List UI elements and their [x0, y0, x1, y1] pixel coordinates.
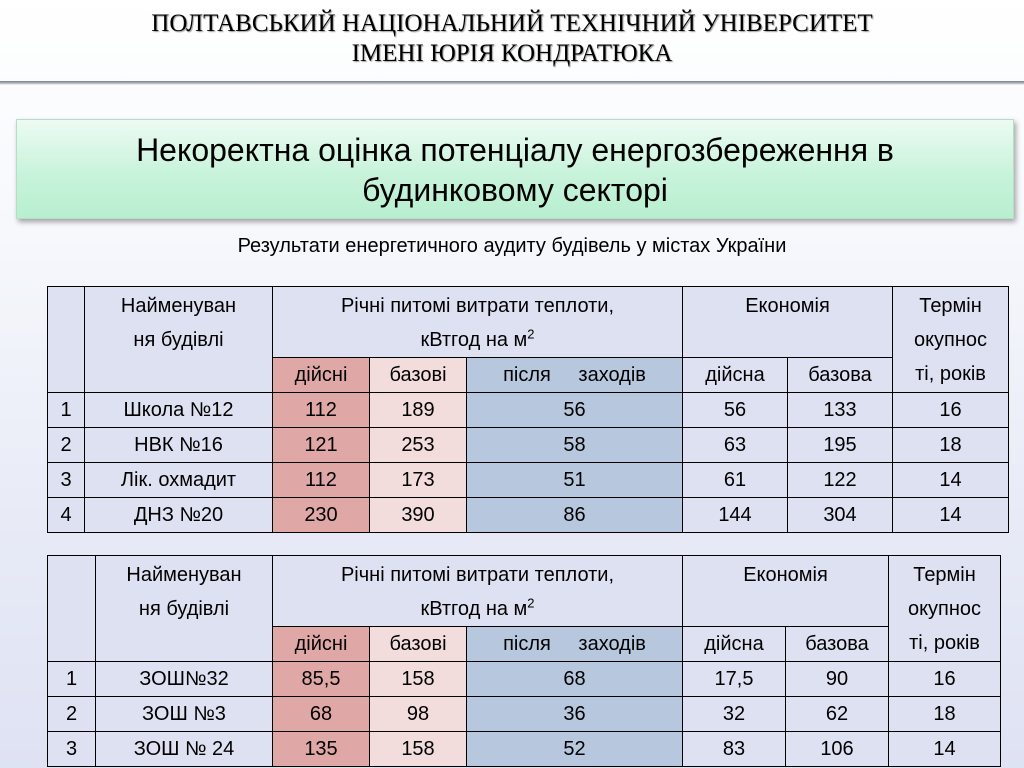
header-after-measures: після заходів — [467, 358, 683, 393]
cell-econ-actual: 17,5 — [683, 662, 786, 697]
header-payback-l1: Термін — [913, 564, 976, 586]
cell-number: 1 — [48, 662, 96, 697]
cell-econ-base: 133 — [788, 393, 893, 428]
cell-actual: 121 — [273, 428, 370, 463]
cell-payback: 14 — [889, 732, 1001, 767]
cell-econ-base: 90 — [786, 662, 889, 697]
cell-payback: 16 — [893, 393, 1009, 428]
cell-actual: 230 — [273, 498, 370, 533]
header-annual-costs-l2 — [273, 323, 682, 357]
header-econ-base: базова — [786, 627, 889, 662]
cell-econ-actual: 63 — [683, 428, 788, 463]
cell-after: 51 — [467, 463, 683, 498]
slide-title-box — [16, 119, 1014, 219]
cell-econ-actual: 61 — [683, 463, 788, 498]
university-name-line1: ПОЛТАВСЬКИЙ НАЦІОНАЛЬНИЙ ТЕХНІЧНИЙ УНІВЕРСИТЕТ — [151, 10, 873, 37]
header-after-measures: після заходів — [467, 627, 683, 662]
table-caption: Результати енергетичного аудиту будівель у містах України — [237, 235, 787, 257]
cell-actual: 68 — [273, 697, 370, 732]
cell-payback: 18 — [893, 428, 1009, 463]
cell-number: 2 — [48, 697, 96, 732]
cell-econ-actual: 144 — [683, 498, 788, 533]
slide-title — [17, 120, 1013, 210]
university-header — [0, 0, 1024, 80]
cell-building-name: ДНЗ №20 — [85, 498, 273, 533]
header-annual-costs-unit: кВтгод на м — [420, 329, 528, 351]
header-base: базові — [370, 358, 467, 393]
header-building-name-l2: ня будівлі — [138, 598, 230, 620]
table-row — [48, 732, 1001, 767]
slide-title-line2: будинковому секторі — [362, 172, 668, 208]
header-annual-costs-l1: Річні питомі витрати теплоти, — [340, 564, 615, 586]
table-row — [48, 428, 1009, 463]
header-payback — [889, 556, 1001, 662]
header-econ-actual: дійсна — [683, 358, 788, 393]
table-row — [48, 662, 1001, 697]
cell-base: 158 — [370, 662, 467, 697]
header-economy — [683, 556, 889, 627]
cell-building-name: ЗОШ № 24 — [96, 732, 273, 767]
header-actual: дійсні — [273, 358, 370, 393]
header-actual: дійсні — [273, 627, 370, 662]
university-name-line2: ІМЕНІ ЮРІЯ КОНДРАТЮКА — [351, 40, 673, 67]
cell-payback: 16 — [889, 662, 1001, 697]
cell-econ-base: 195 — [788, 428, 893, 463]
cell-actual: 85,5 — [273, 662, 370, 697]
header-payback-l3: ті, років — [915, 363, 986, 385]
header-annual-costs-sup: 2 — [527, 595, 535, 611]
cell-base: 253 — [370, 428, 467, 463]
cell-payback: 14 — [893, 463, 1009, 498]
header-annual-costs-sup: 2 — [527, 326, 535, 342]
header-number — [48, 556, 96, 662]
cell-building-name: ЗОШ№32 — [96, 662, 273, 697]
cell-number: 3 — [48, 463, 85, 498]
header-building-name — [96, 556, 273, 662]
header-building-name — [85, 287, 273, 393]
cell-econ-actual: 83 — [683, 732, 786, 767]
cell-econ-base: 62 — [786, 697, 889, 732]
header-annual-costs-unit: кВтгод на м — [420, 598, 528, 620]
header-economy-label: Економія — [745, 295, 830, 317]
cell-actual: 112 — [273, 393, 370, 428]
header-econ-actual: дійсна — [683, 627, 786, 662]
header-payback — [893, 287, 1009, 393]
header-building-name-l2: ня будівлі — [133, 329, 224, 351]
table-row — [48, 498, 1009, 533]
header-annual-costs-l2 — [273, 592, 682, 626]
cell-after: 36 — [467, 697, 683, 732]
table-row — [48, 463, 1009, 498]
cell-building-name: ЗОШ №3 — [96, 697, 273, 732]
header-annual-costs — [273, 287, 683, 358]
header-economy — [683, 287, 893, 358]
cell-number: 3 — [48, 732, 96, 767]
cell-actual: 135 — [273, 732, 370, 767]
header-payback-l2: окупнос — [907, 598, 982, 620]
cell-payback: 18 — [889, 697, 1001, 732]
cell-after: 86 — [467, 498, 683, 533]
header-payback-l3: ті, років — [909, 632, 980, 654]
audit-table-1 — [47, 286, 1009, 533]
audit-table-2 — [47, 555, 1001, 767]
header-payback-l1: Термін — [919, 295, 982, 317]
table-row — [48, 393, 1009, 428]
header-annual-costs-l1: Річні питомі витрати теплоти, — [340, 295, 615, 317]
header-building-name-l1: Найменуван — [126, 564, 242, 586]
cell-payback: 14 — [893, 498, 1009, 533]
header-base: базові — [370, 627, 467, 662]
cell-building-name: Лік. охмадит — [85, 463, 273, 498]
cell-base: 189 — [370, 393, 467, 428]
cell-econ-base: 122 — [788, 463, 893, 498]
header-annual-costs — [273, 556, 683, 627]
cell-econ-actual: 56 — [683, 393, 788, 428]
cell-actual: 112 — [273, 463, 370, 498]
cell-building-name: Школа №12 — [85, 393, 273, 428]
cell-base: 173 — [370, 463, 467, 498]
header-divider — [0, 81, 1024, 85]
cell-after: 56 — [467, 393, 683, 428]
cell-econ-base: 106 — [786, 732, 889, 767]
cell-after: 58 — [467, 428, 683, 463]
cell-econ-base: 304 — [788, 498, 893, 533]
header-economy-label: Економія — [743, 564, 828, 586]
cell-after: 52 — [467, 732, 683, 767]
cell-after: 68 — [467, 662, 683, 697]
cell-base: 98 — [370, 697, 467, 732]
header-number — [48, 287, 85, 393]
cell-base: 158 — [370, 732, 467, 767]
header-building-name-l1: Найменуван — [120, 295, 237, 317]
cell-number: 4 — [48, 498, 85, 533]
cell-number: 1 — [48, 393, 85, 428]
header-econ-base: базова — [788, 358, 893, 393]
cell-econ-actual: 32 — [683, 697, 786, 732]
slide-title-line1: Некоректна оцінка потенціалу енергозбереження в — [136, 132, 894, 168]
header-payback-l2: окупнос — [913, 329, 988, 351]
cell-base: 390 — [370, 498, 467, 533]
table-row — [48, 697, 1001, 732]
cell-building-name: НВК №16 — [85, 428, 273, 463]
cell-number: 2 — [48, 428, 85, 463]
